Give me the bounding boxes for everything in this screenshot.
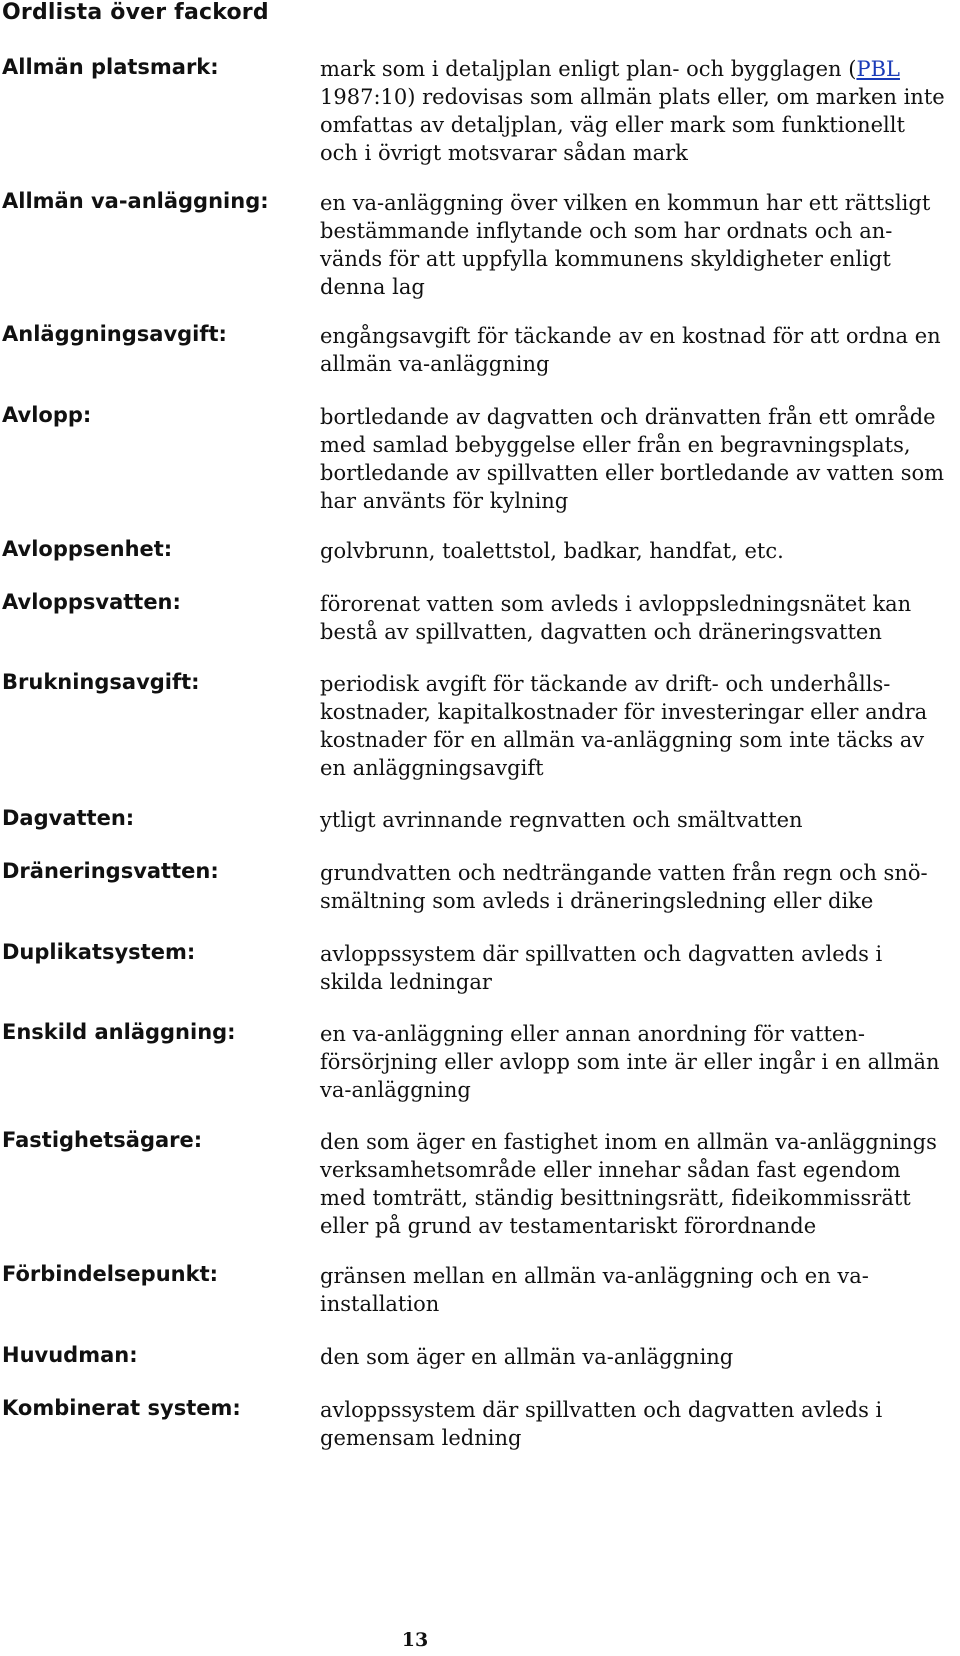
glossary-definition bbox=[320, 806, 960, 834]
definition-line: denna lag bbox=[320, 275, 425, 299]
definition-line: gemensam ledning bbox=[320, 1426, 522, 1450]
definition-line: en va-anläggning eller annan anordning för vatten- bbox=[320, 1022, 865, 1046]
definition-line: 1987:10) redovisas som allmän plats eller, om marken inte bbox=[320, 85, 945, 109]
page-number: 13 bbox=[401, 1629, 429, 1651]
glossary-definition bbox=[320, 189, 960, 301]
glossary-definition bbox=[320, 1262, 960, 1318]
definition-line: eller på grund av testamentariskt förordnande bbox=[320, 1214, 817, 1238]
definition-line: den som äger en allmän va-anläggning bbox=[320, 1345, 734, 1369]
glossary-term: Dräneringsvatten: bbox=[2, 859, 219, 883]
definition-line: va-anläggning bbox=[320, 1078, 471, 1102]
glossary-definition bbox=[320, 940, 960, 996]
glossary-term: Enskild anläggning: bbox=[2, 1020, 236, 1044]
glossary-definition bbox=[320, 590, 960, 646]
definition-line: bortledande av dagvatten och dränvatten från ett område bbox=[320, 405, 936, 429]
definition-line: avloppssystem där spillvatten och dagvatten avleds i bbox=[320, 1398, 883, 1422]
definition-line bbox=[320, 55, 960, 83]
glossary-term: Huvudman: bbox=[2, 1343, 138, 1367]
definition-line: kostnader för en allmän va-anläggning som inte täcks av bbox=[320, 728, 925, 752]
definition-line: engångsavgift för täckande av en kostnad för att ordna en bbox=[320, 324, 941, 348]
definition-line: omfattas av detaljplan, väg eller mark som funktionellt bbox=[320, 113, 905, 137]
definition-line: allmän va-anläggning bbox=[320, 352, 550, 376]
page-title: Ordlista över fackord bbox=[2, 0, 269, 25]
definition-line: bestå av spillvatten, dagvatten och dräneringsvatten bbox=[320, 620, 882, 644]
definition-line: en va-anläggning över vilken en kommun har ett rättsligt bbox=[320, 191, 931, 215]
definition-line: smältning som avleds i dräneringsledning eller dike bbox=[320, 889, 874, 913]
definition-line: med samlad bebyggelse eller från en begravningsplats, bbox=[320, 433, 911, 457]
glossary-term: Fastighetsägare: bbox=[2, 1128, 203, 1152]
glossary-term: Anläggningsavgift: bbox=[2, 322, 227, 346]
definition-text: mark som i detaljplan enligt plan- och bygglagen ( bbox=[320, 57, 857, 81]
glossary-term: Avlopp: bbox=[2, 403, 92, 427]
pbl-reference-link[interactable]: PBL bbox=[856, 57, 900, 81]
glossary-definition bbox=[320, 403, 960, 515]
definition-line: installation bbox=[320, 1292, 440, 1316]
glossary-term: Förbindelsepunkt: bbox=[2, 1262, 219, 1286]
glossary-definition bbox=[320, 322, 960, 378]
definition-line: den som äger en fastighet inom en allmän va-anläggnings bbox=[320, 1130, 937, 1154]
glossary-term: Dagvatten: bbox=[2, 806, 135, 830]
definition-line: med tomträtt, ständig besittningsrätt, fideikommissrätt bbox=[320, 1186, 911, 1210]
glossary-definition bbox=[320, 1396, 960, 1452]
definition-line: avloppssystem där spillvatten och dagvatten avleds i bbox=[320, 942, 883, 966]
definition-line: kostnader, kapitalkostnader för investeringar eller andra bbox=[320, 700, 928, 724]
glossary-term: Duplikatsystem: bbox=[2, 940, 196, 964]
definition-line: vänds för att uppfylla kommunens skyldigheter enligt bbox=[320, 247, 891, 271]
definition-line: ytligt avrinnande regnvatten och smältvatten bbox=[320, 808, 803, 832]
definition-line: golvbrunn, toalettstol, badkar, handfat, etc. bbox=[320, 539, 784, 563]
definition-line: periodisk avgift för täckande av drift- och underhålls- bbox=[320, 672, 891, 696]
definition-line: och i övrigt motsvarar sådan mark bbox=[320, 141, 688, 165]
glossary-term: Allmän va-anläggning: bbox=[2, 189, 269, 213]
definition-line: skilda ledningar bbox=[320, 970, 492, 994]
definition-line: verksamhetsområde eller innehar sådan fast egendom bbox=[320, 1158, 901, 1182]
definition-line: grundvatten och nedträngande vatten från regn och snö- bbox=[320, 861, 928, 885]
glossary-term: Brukningsavgift: bbox=[2, 670, 200, 694]
glossary-definition bbox=[320, 537, 960, 565]
definition-line: försörjning eller avlopp som inte är eller ingår i en allmän bbox=[320, 1050, 940, 1074]
definition-line: en anläggningsavgift bbox=[320, 756, 544, 780]
definition-line: bestämmande inflytande och som har ordnats och an- bbox=[320, 219, 893, 243]
definition-line: bortledande av spillvatten eller bortledande av vatten som bbox=[320, 461, 945, 485]
glossary-term: Avloppsenhet: bbox=[2, 537, 173, 561]
glossary-definition bbox=[320, 1343, 960, 1371]
glossary-definition bbox=[320, 1020, 960, 1104]
glossary-definition bbox=[320, 55, 960, 167]
definition-line: gränsen mellan en allmän va-anläggning och en va- bbox=[320, 1264, 869, 1288]
definition-line: har använts för kylning bbox=[320, 489, 569, 513]
glossary-term: Avloppsvatten: bbox=[2, 590, 181, 614]
definition-line: förorenat vatten som avleds i avloppsledningsnätet kan bbox=[320, 592, 912, 616]
glossary-term: Allmän platsmark: bbox=[2, 55, 219, 79]
glossary-term: Kombinerat system: bbox=[2, 1396, 241, 1420]
glossary-definition bbox=[320, 1128, 960, 1240]
glossary-definition bbox=[320, 670, 960, 782]
glossary-definition bbox=[320, 859, 960, 915]
